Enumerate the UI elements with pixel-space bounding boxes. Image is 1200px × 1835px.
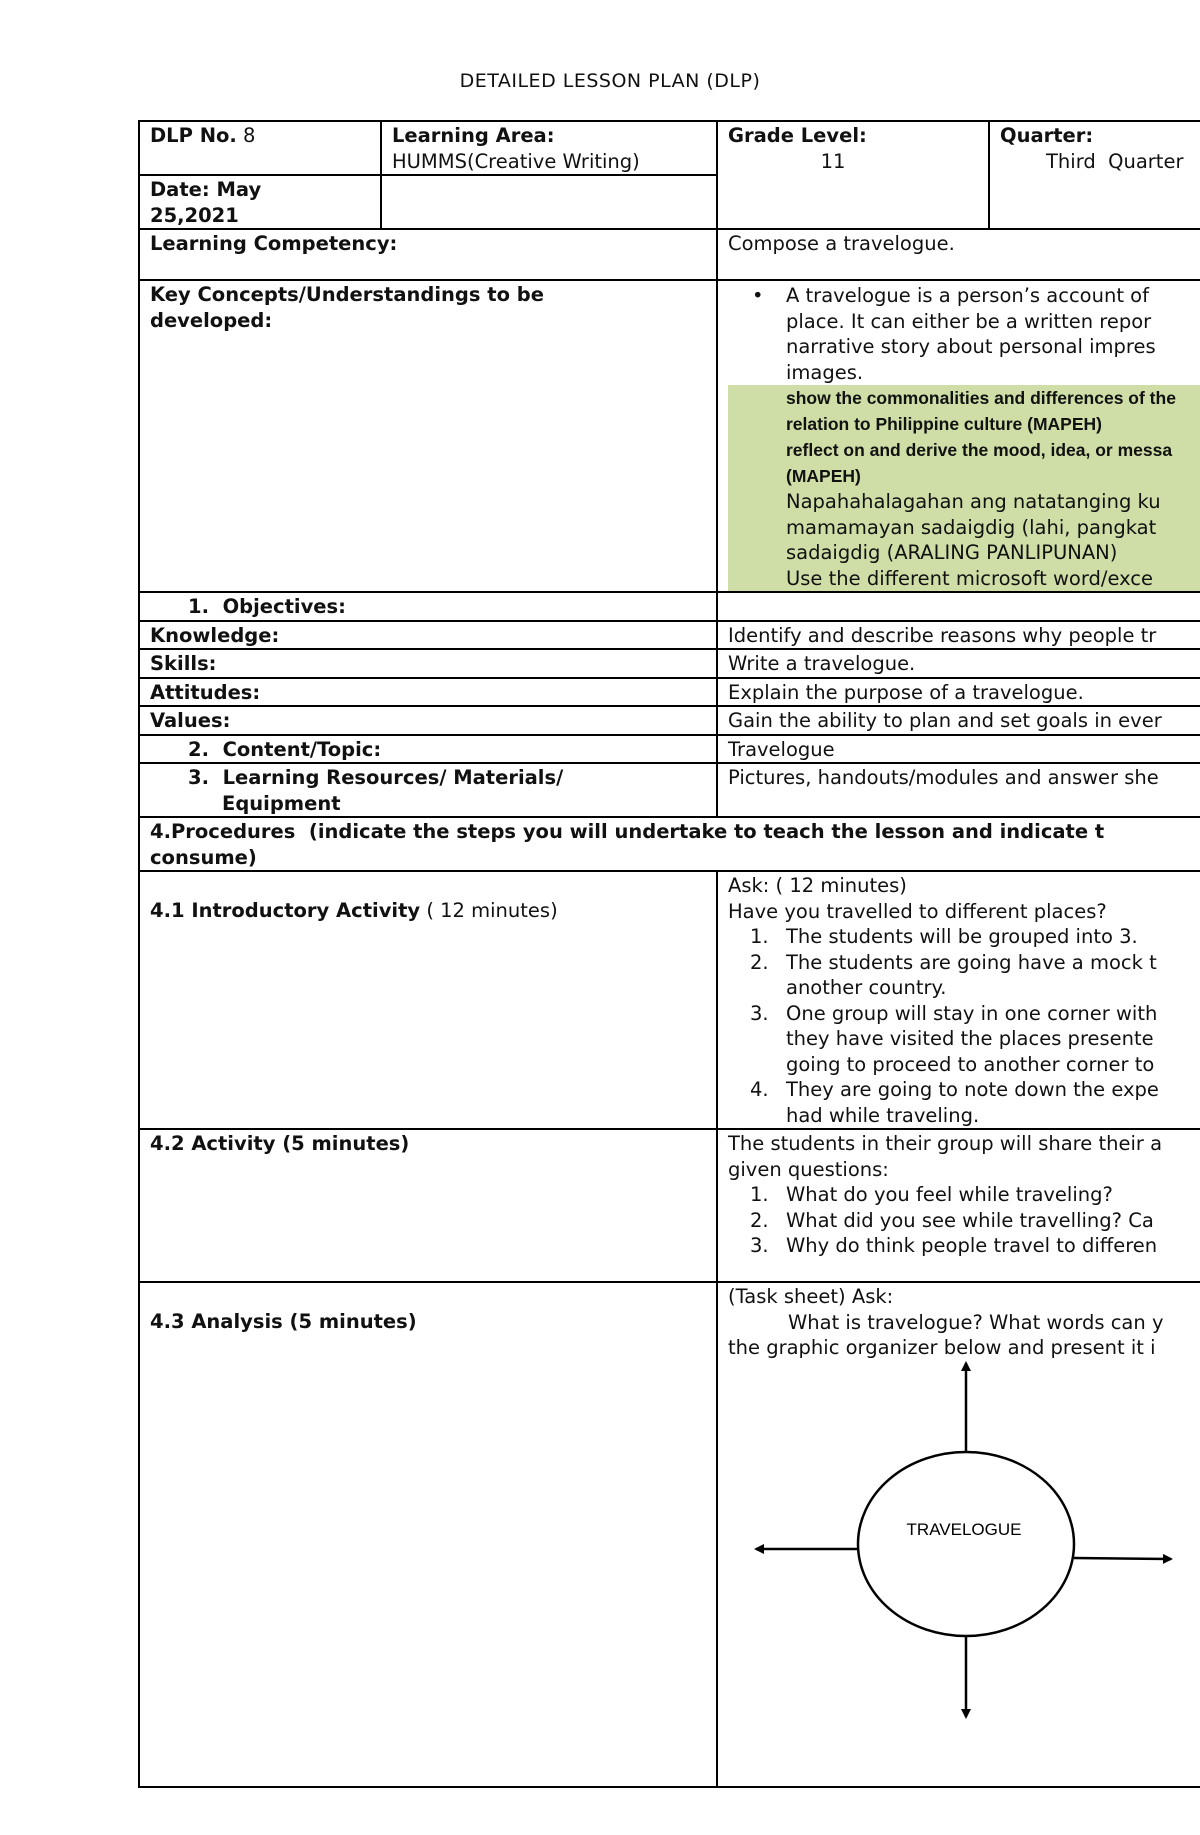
analysis-line: What is travelogue? What words can y <box>788 1310 1164 1334</box>
activity-question: 1. What do you feel while traveling? <box>786 1182 1200 1208</box>
key-concept-line: • Use the different microsoft word/exce <box>786 566 1154 590</box>
grade-level-cell <box>717 121 989 229</box>
intro-question: Have you travelled to different places? <box>728 899 1107 923</box>
intro-steps-list <box>728 924 1200 1128</box>
intro-step-line: going to proceed to another corner to <box>786 1052 1155 1076</box>
knowledge-label: Knowledge: <box>139 621 717 650</box>
key-concept-item-ap <box>728 489 1200 566</box>
learning-area-label: Learning Area: <box>392 124 555 147</box>
objectives-empty-cell <box>717 592 1200 621</box>
analysis-line: (Task sheet) Ask: <box>728 1285 894 1308</box>
grade-level-value: 11 <box>820 149 846 173</box>
key-concept-line: • Napahahalagahan ang natatanging ku <box>786 490 1161 513</box>
key-concepts-label-line1: Key Concepts/Understandings to be <box>150 283 544 306</box>
key-concept-line: (MAPEH) <box>786 466 861 486</box>
key-concept-item-mapeh-2 <box>728 437 1200 489</box>
activity-intro-line: The students in their group will share their a <box>728 1132 1163 1155</box>
activity-intro-line: given questions: <box>728 1157 889 1181</box>
key-concept-line: • A travelogue is a person’s account of <box>786 284 1149 307</box>
resources-value: Pictures, handouts/modules and answer she <box>717 763 1200 817</box>
quarter-label: Quarter: <box>1000 124 1094 147</box>
intro-step-line: they have visited the places presente <box>786 1027 1154 1050</box>
empty-header-cell <box>381 175 717 229</box>
content-topic-label-cell <box>139 735 717 764</box>
key-concept-line: • reflect on and derive the mood, idea, or messa <box>786 440 1173 460</box>
key-concept-item <box>786 283 1200 385</box>
key-concepts-list <box>728 283 1200 591</box>
intro-content-cell <box>717 871 1200 1129</box>
intro-ask: Ask: ( 12 minutes) <box>728 874 907 897</box>
intro-step-line: They are going to note down the expe <box>786 1078 1159 1101</box>
travelogue-label: TRAVELOGUE <box>906 1520 1022 1539</box>
content-topic-label: Content/Topic: <box>222 737 382 761</box>
key-concept-line: sadaigdig (ARALING PANLIPUNAN) <box>786 541 1118 564</box>
dlp-label: DLP No. <box>150 124 237 147</box>
analysis-line: the graphic organizer below and present it i <box>728 1336 1156 1359</box>
quarter-cell <box>989 121 1200 229</box>
activity-questions-list <box>728 1182 1200 1259</box>
procedures-heading-line2: consume) <box>150 845 257 869</box>
values-value: Gain the ability to plan and set goals in ever <box>717 706 1200 735</box>
arrow-right <box>1074 1558 1171 1559</box>
content-topic-number: 2. <box>188 737 209 761</box>
analysis-content-cell <box>717 1282 1200 1787</box>
key-concept-line: mamamayan sadaigdig (lahi, pangkat <box>786 515 1157 539</box>
learning-area-cell <box>381 121 717 175</box>
key-concepts-label-line2: developed: <box>150 308 273 332</box>
competency-value: Compose a travelogue. <box>717 229 1200 280</box>
values-label: Values: <box>139 706 717 735</box>
date-value: 25,2021 <box>150 203 239 227</box>
dlp-value: 8 <box>243 124 256 147</box>
resources-number: 3. <box>188 766 209 789</box>
key-concepts-label-cell <box>139 280 717 592</box>
activity-question: 3. Why do think people travel to differen <box>786 1233 1200 1259</box>
key-concept-item-mapeh-1 <box>728 385 1200 437</box>
graphic-organizer <box>718 1361 1188 1721</box>
activity-question-text: What do you feel while traveling? <box>786 1183 1113 1206</box>
objectives-label: Objectives: <box>222 595 346 618</box>
resources-label-cell <box>139 763 717 817</box>
competency-label: Learning Competency: <box>139 229 717 280</box>
key-concept-line: relation to Philippine culture (MAPEH) <box>786 414 1102 434</box>
intro-step-line: The students are going have a mock t <box>786 950 1157 974</box>
page-title: DETAILED LESSON PLAN (DLP) <box>459 70 761 92</box>
intro-label: 4.1 Introductory Activity <box>150 899 421 922</box>
skills-label: Skills: <box>139 649 717 678</box>
objectives-heading <box>139 592 717 621</box>
intro-step-line: had while traveling. <box>786 1103 980 1127</box>
intro-step-line: another country. <box>786 976 947 999</box>
procedures-heading <box>139 817 1200 871</box>
key-concept-item-ict <box>728 566 1200 592</box>
skills-value: Write a travelogue. <box>717 649 1200 678</box>
key-concept-line: narrative story about personal impres <box>786 335 1156 358</box>
knowledge-value: Identify and describe reasons why people tr <box>717 621 1200 650</box>
analysis-label: 4.3 Analysis (5 minutes) <box>139 1282 717 1787</box>
intro-step: 1. The students will be grouped into 3. <box>786 924 1200 950</box>
dlp-number-cell <box>139 121 381 175</box>
grade-level-label: Grade Level: <box>728 124 867 147</box>
travelogue-oval <box>858 1452 1074 1636</box>
quarter-value: Third Quarter <box>1046 149 1184 173</box>
intro-step: 4. They are going to note down the expe had while traveling. <box>786 1077 1200 1128</box>
resources-label-line1: Learning Resources/ Materials/ <box>222 766 564 789</box>
procedures-heading-line1: 4.Procedures (indicate the steps you will undertake to teach the lesson and indicate t <box>150 820 1105 843</box>
date-cell <box>139 175 381 229</box>
activity-question: 2. What did you see while travelling? Ca <box>786 1208 1200 1234</box>
intro-step: 2. The students are going have a mock t another country. <box>786 950 1200 1001</box>
attitudes-label: Attitudes: <box>139 678 717 707</box>
key-concept-line: images. <box>786 360 864 384</box>
activity-question-text: What did you see while travelling? Ca <box>786 1208 1154 1232</box>
resources-label-line2: Equipment <box>222 791 341 815</box>
content-topic-value: Travelogue <box>717 735 1200 764</box>
activity-label: 4.2 Activity (5 minutes) <box>139 1129 717 1282</box>
lesson-plan-table <box>138 120 1200 1788</box>
intro-step-line: The students will be grouped into 3. <box>786 925 1138 948</box>
intro-label-cell <box>139 871 717 1129</box>
intro-step: 3. One group will stay in one corner with they have visited the places presente going to proceed to another corner to <box>786 1001 1200 1078</box>
learning-area-value: HUMMS(Creative Writing) <box>392 149 640 173</box>
activity-content-cell <box>717 1129 1200 1282</box>
attitudes-value: Explain the purpose of a travelogue. <box>717 678 1200 707</box>
objectives-number: 1. <box>188 595 209 618</box>
activity-question-text: Why do think people travel to differen <box>786 1234 1158 1257</box>
key-concepts-cell <box>717 280 1200 592</box>
key-concept-line: place. It can either be a written repor <box>786 309 1152 333</box>
intro-duration: ( 12 minutes) <box>420 899 558 922</box>
intro-step-line: One group will stay in one corner with <box>786 1001 1158 1025</box>
date-label: Date: May <box>150 178 262 201</box>
key-concept-line: • show the commonalities and differences of the <box>786 388 1176 408</box>
